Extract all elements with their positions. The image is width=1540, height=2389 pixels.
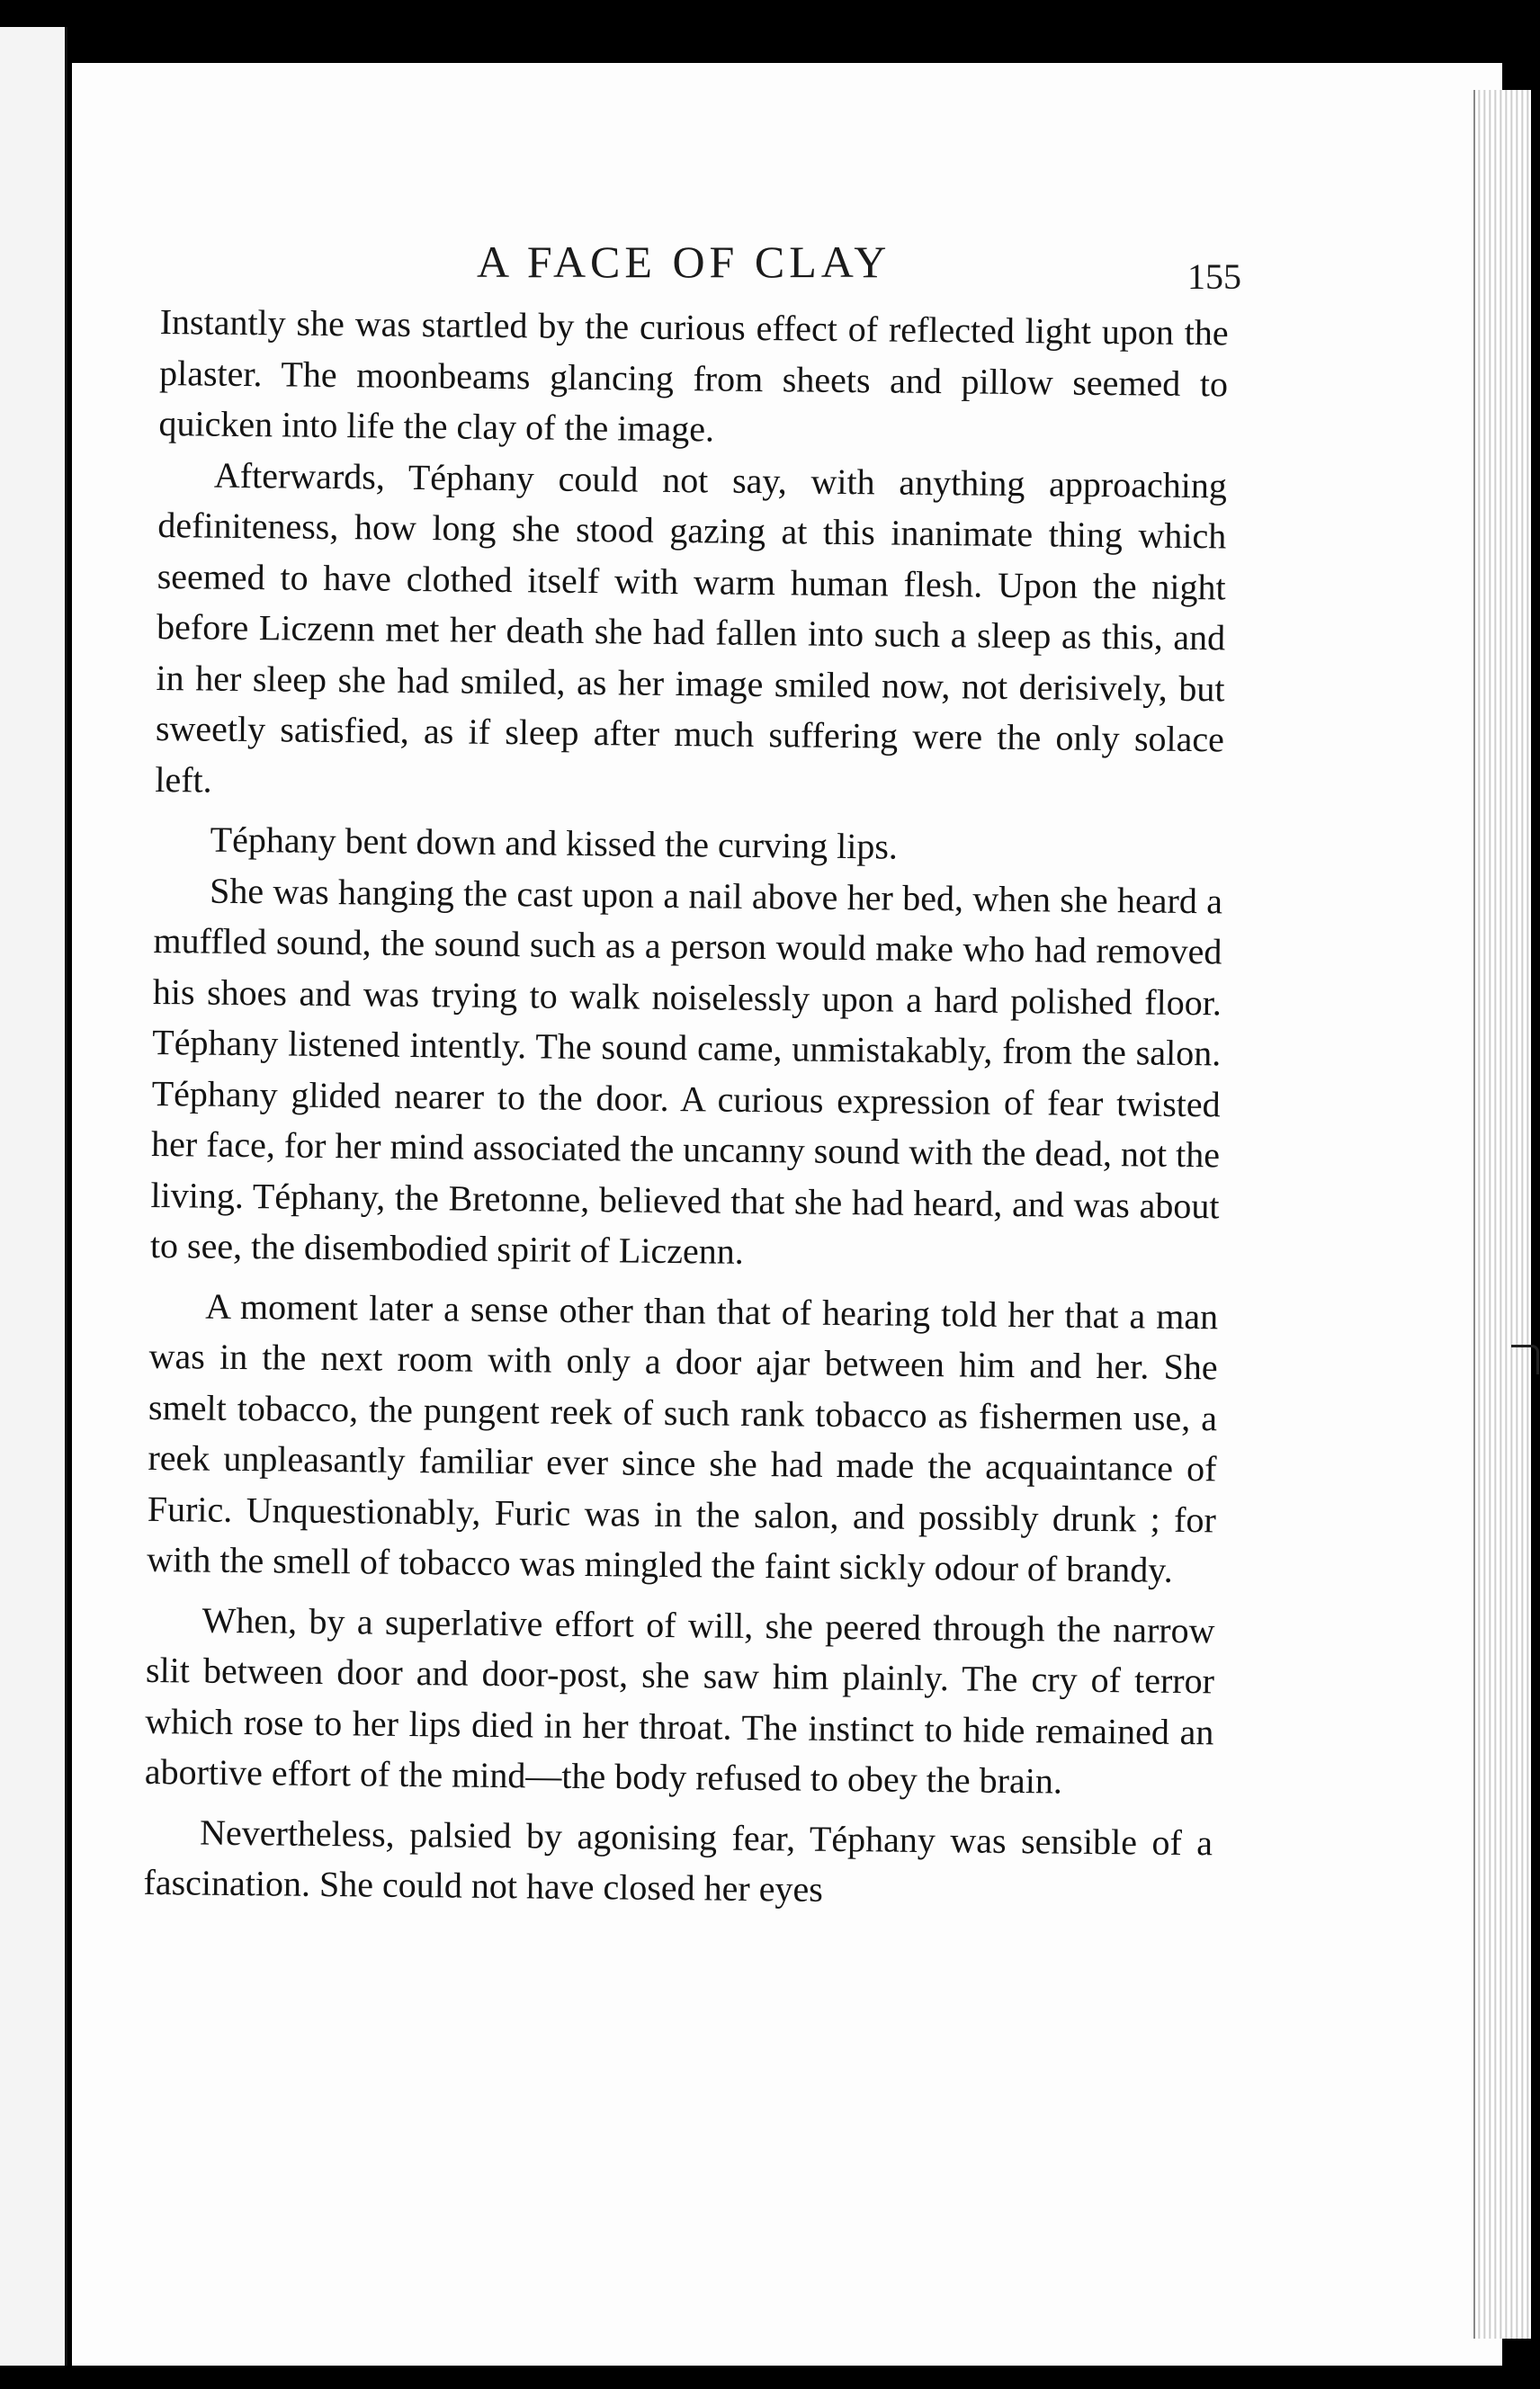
paragraph: Instantly she was startled by the curious effect of reflected light upon the plaster. The moonbeams glancing from sheets and pillow seemed to quicken into life the clay of the image.	[158, 300, 1229, 450]
page-stack-edge	[1473, 90, 1531, 2339]
paragraph: Afterwards, Téphany could not say, with anything approaching definiteness, how long she stood gazing at this inanimate thing which seemed to have clothed itself with warm human flesh. Upon the night before Liczenn met her death she had fallen into such a sleep as this, and in her sleep she had smiled, as her image smiled now, not derisively, but sweetly satisfied, as if sleep after much suffering were the only solace left.	[155, 454, 1228, 801]
paragraph: A moment later a sense other than that of hearing told her that a man was in the next room with only a door ajar between him and her. She smelt tobacco, the pungent reek of such rank tobacco as fishermen use, a reek unpleasantly familiar ever since she had made the acquaintance of Furic. Unquestionably, Furic was in the salon, and possibly drunk ; for with the smell of tobacco was mingled the faint sickly odour of brandy.	[147, 1285, 1219, 1590]
running-head	[162, 236, 1241, 299]
paragraph: She was hanging the cast upon a nail above her bed, when she heard a muffled sound, the sound such as a person would make who had removed his shoes and was trying to walk noiselessly upon a hard polished floor. Téphany listened intently. The sound came, unmistakably, from the salon. Téphany glided nearer to the door. A curious expression of fear twisted her face, for her mind associated the uncanny sound with the dead, not the living. Téphany, the Bretonne, believed that she had heard, and was about to see, the disembodied spirit of Liczenn.	[149, 870, 1223, 1272]
paragraph: Nevertheless, palsied by agonising fear, Téphany was sensible of a fascination. She could not have closed her eyes	[143, 1812, 1213, 1910]
paragraph: When, by a superlative effort of will, she peered through the narrow slit between door and door-post, she saw him plainly. The cry of terror which rose to her lips died in her throat. The instinct to hide remained an abortive effort of the mind—the body refused to obey the brain.	[144, 1599, 1215, 1802]
page-number: 155	[1187, 256, 1241, 297]
running-title: A FACE OF CLAY	[477, 237, 891, 287]
body-text	[143, 297, 1229, 1919]
page-edge-mark	[1511, 1345, 1539, 1374]
paragraph: Téphany bent down and kissed the curving lips.	[210, 819, 899, 867]
adjacent-page-edge	[0, 27, 67, 2366]
